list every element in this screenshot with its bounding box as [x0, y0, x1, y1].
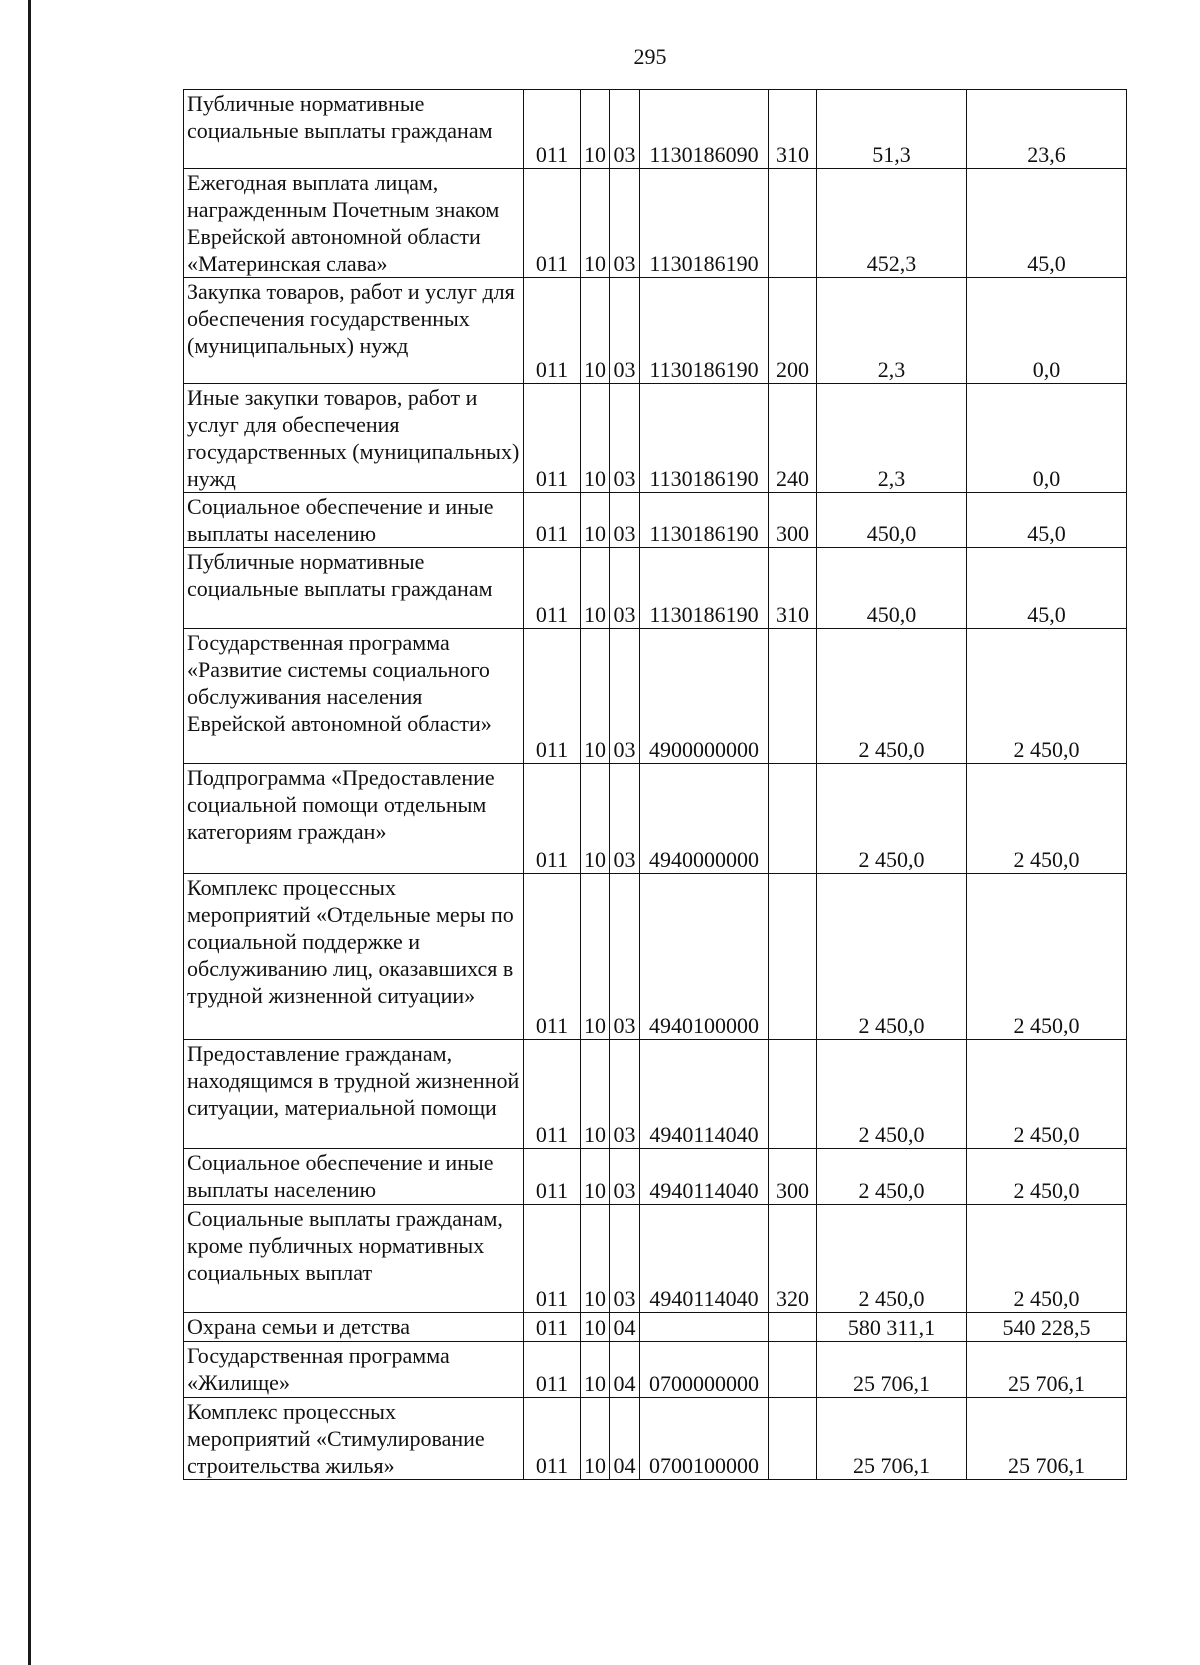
target-article-code: 0700000000 — [640, 1342, 769, 1398]
grbs-code: 011 — [524, 629, 581, 764]
amount-year-2: 540 228,5 — [967, 1313, 1127, 1342]
amount-year-1: 2 450,0 — [817, 764, 967, 874]
section-code: 10 — [581, 1205, 610, 1313]
amount-year-1: 2 450,0 — [817, 1205, 967, 1313]
subsection-code: 03 — [610, 493, 640, 548]
row-name: Предоставление гражданам, находящимся в трудной жизненной ситуации, материальной помощи — [184, 1040, 524, 1149]
amount-year-2: 2 450,0 — [967, 874, 1127, 1040]
row-name: Охрана семьи и детства — [184, 1313, 524, 1342]
amount-year-1: 2,3 — [817, 384, 967, 493]
target-article-code: 0700100000 — [640, 1398, 769, 1480]
expense-type-code: 310 — [769, 548, 817, 629]
row-name: Государственная программа «Жилище» — [184, 1342, 524, 1398]
grbs-code: 011 — [524, 1149, 581, 1205]
row-name: Ежегодная выплата лицам, награжденным Почетным знаком Еврейской автономной области «Материнская слава» — [184, 169, 524, 278]
amount-year-1: 25 706,1 — [817, 1398, 967, 1480]
grbs-code: 011 — [524, 1040, 581, 1149]
row-name: Социальное обеспечение и иные выплаты населению — [184, 1149, 524, 1205]
table-row — [184, 493, 1127, 548]
target-article-code: 4940000000 — [640, 764, 769, 874]
subsection-code: 03 — [610, 874, 640, 1040]
section-code: 10 — [581, 1342, 610, 1398]
section-code: 10 — [581, 1149, 610, 1205]
grbs-code: 011 — [524, 874, 581, 1040]
subsection-code: 03 — [610, 1205, 640, 1313]
table-row — [184, 1149, 1127, 1205]
expense-type-code — [769, 874, 817, 1040]
target-article-code: 4940114040 — [640, 1149, 769, 1205]
expense-type-code: 300 — [769, 493, 817, 548]
amount-year-2: 2 450,0 — [967, 629, 1127, 764]
subsection-code: 03 — [610, 169, 640, 278]
amount-year-1: 450,0 — [817, 493, 967, 548]
amount-year-1: 2 450,0 — [817, 1040, 967, 1149]
amount-year-2: 0,0 — [967, 384, 1127, 493]
target-article-code: 1130186190 — [640, 384, 769, 493]
section-code: 10 — [581, 764, 610, 874]
section-code: 10 — [581, 874, 610, 1040]
amount-year-2: 23,6 — [967, 90, 1127, 169]
grbs-code: 011 — [524, 1313, 581, 1342]
scan-edge-line — [28, 0, 31, 1665]
section-code: 10 — [581, 493, 610, 548]
target-article-code: 4940114040 — [640, 1205, 769, 1313]
row-name: Социальные выплаты гражданам, кроме публичных нормативных социальных выплат — [184, 1205, 524, 1313]
table-row — [184, 548, 1127, 629]
amount-year-2: 2 450,0 — [967, 1040, 1127, 1149]
amount-year-1: 51,3 — [817, 90, 967, 169]
amount-year-1: 2 450,0 — [817, 874, 967, 1040]
subsection-code: 03 — [610, 90, 640, 169]
expense-type-code — [769, 629, 817, 764]
subsection-code: 03 — [610, 1040, 640, 1149]
amount-year-1: 2,3 — [817, 278, 967, 384]
expense-type-code — [769, 1040, 817, 1149]
row-name: Иные закупки товаров, работ и услуг для обеспечения государственных (муниципальных) нужд — [184, 384, 524, 493]
row-name: Государственная программа «Развитие системы социального обслуживания населения Еврейской автономной области» — [184, 629, 524, 764]
amount-year-1: 450,0 — [817, 548, 967, 629]
expense-type-code: 300 — [769, 1149, 817, 1205]
amount-year-2: 45,0 — [967, 493, 1127, 548]
subsection-code: 03 — [610, 629, 640, 764]
page-number: 295 — [633, 44, 667, 69]
table-row — [184, 1342, 1127, 1398]
section-code: 10 — [581, 548, 610, 629]
grbs-code: 011 — [524, 169, 581, 278]
expense-type-code — [769, 1313, 817, 1342]
row-name: Закупка товаров, работ и услуг для обеспечения государственных (муниципальных) нужд — [184, 278, 524, 384]
section-code: 10 — [581, 278, 610, 384]
amount-year-1: 2 450,0 — [817, 1149, 967, 1205]
target-article-code: 4900000000 — [640, 629, 769, 764]
row-name: Публичные нормативные социальные выплаты гражданам — [184, 90, 524, 169]
amount-year-2: 2 450,0 — [967, 764, 1127, 874]
target-article-code: 1130186190 — [640, 278, 769, 384]
amount-year-1: 452,3 — [817, 169, 967, 278]
grbs-code: 011 — [524, 548, 581, 629]
grbs-code: 011 — [524, 764, 581, 874]
amount-year-2: 45,0 — [967, 169, 1127, 278]
section-code: 10 — [581, 384, 610, 493]
amount-year-1: 580 311,1 — [817, 1313, 967, 1342]
subsection-code: 04 — [610, 1313, 640, 1342]
amount-year-2: 25 706,1 — [967, 1342, 1127, 1398]
expense-type-code: 200 — [769, 278, 817, 384]
target-article-code — [640, 1313, 769, 1342]
grbs-code: 011 — [524, 493, 581, 548]
grbs-code: 011 — [524, 384, 581, 493]
amount-year-2: 2 450,0 — [967, 1149, 1127, 1205]
subsection-code: 03 — [610, 278, 640, 384]
budget-table — [183, 89, 1127, 1480]
grbs-code: 011 — [524, 90, 581, 169]
grbs-code: 011 — [524, 1205, 581, 1313]
section-code: 10 — [581, 1040, 610, 1149]
table-row — [184, 90, 1127, 169]
table-row — [184, 874, 1127, 1040]
row-name: Социальное обеспечение и иные выплаты населению — [184, 493, 524, 548]
expense-type-code: 320 — [769, 1205, 817, 1313]
row-name: Публичные нормативные социальные выплаты гражданам — [184, 548, 524, 629]
table-row — [184, 384, 1127, 493]
section-code: 10 — [581, 629, 610, 764]
subsection-code: 04 — [610, 1342, 640, 1398]
expense-type-code — [769, 1398, 817, 1480]
table-row — [184, 1205, 1127, 1313]
amount-year-2: 45,0 — [967, 548, 1127, 629]
row-name: Комплекс процессных мероприятий «Отдельные меры по социальной поддержке и обслуживанию лиц, оказавшихся в трудной жизненной ситуации» — [184, 874, 524, 1040]
table-row — [184, 169, 1127, 278]
table-row — [184, 764, 1127, 874]
row-name: Подпрограмма «Предоставление социальной помощи отдельным категориям граждан» — [184, 764, 524, 874]
table-row — [184, 1398, 1127, 1480]
section-code: 10 — [581, 90, 610, 169]
target-article-code: 4940100000 — [640, 874, 769, 1040]
expense-type-code — [769, 764, 817, 874]
grbs-code: 011 — [524, 278, 581, 384]
section-code: 10 — [581, 169, 610, 278]
subsection-code: 03 — [610, 548, 640, 629]
subsection-code: 04 — [610, 1398, 640, 1480]
table-row — [184, 278, 1127, 384]
target-article-code: 1130186190 — [640, 169, 769, 278]
amount-year-2: 0,0 — [967, 278, 1127, 384]
section-code: 10 — [581, 1313, 610, 1342]
table-row — [184, 1040, 1127, 1149]
amount-year-1: 25 706,1 — [817, 1342, 967, 1398]
table-row — [184, 629, 1127, 764]
subsection-code: 03 — [610, 1149, 640, 1205]
target-article-code: 4940114040 — [640, 1040, 769, 1149]
target-article-code: 1130186090 — [640, 90, 769, 169]
row-name: Комплекс процессных мероприятий «Стимулирование строительства жилья» — [184, 1398, 524, 1480]
subsection-code: 03 — [610, 384, 640, 493]
target-article-code: 1130186190 — [640, 548, 769, 629]
amount-year-2: 2 450,0 — [967, 1205, 1127, 1313]
amount-year-1: 2 450,0 — [817, 629, 967, 764]
grbs-code: 011 — [524, 1342, 581, 1398]
amount-year-2: 25 706,1 — [967, 1398, 1127, 1480]
expense-type-code — [769, 169, 817, 278]
table-row — [184, 1313, 1127, 1342]
section-code: 10 — [581, 1398, 610, 1480]
target-article-code: 1130186190 — [640, 493, 769, 548]
subsection-code: 03 — [610, 764, 640, 874]
expense-type-code — [769, 1342, 817, 1398]
grbs-code: 011 — [524, 1398, 581, 1480]
expense-type-code: 240 — [769, 384, 817, 493]
expense-type-code: 310 — [769, 90, 817, 169]
